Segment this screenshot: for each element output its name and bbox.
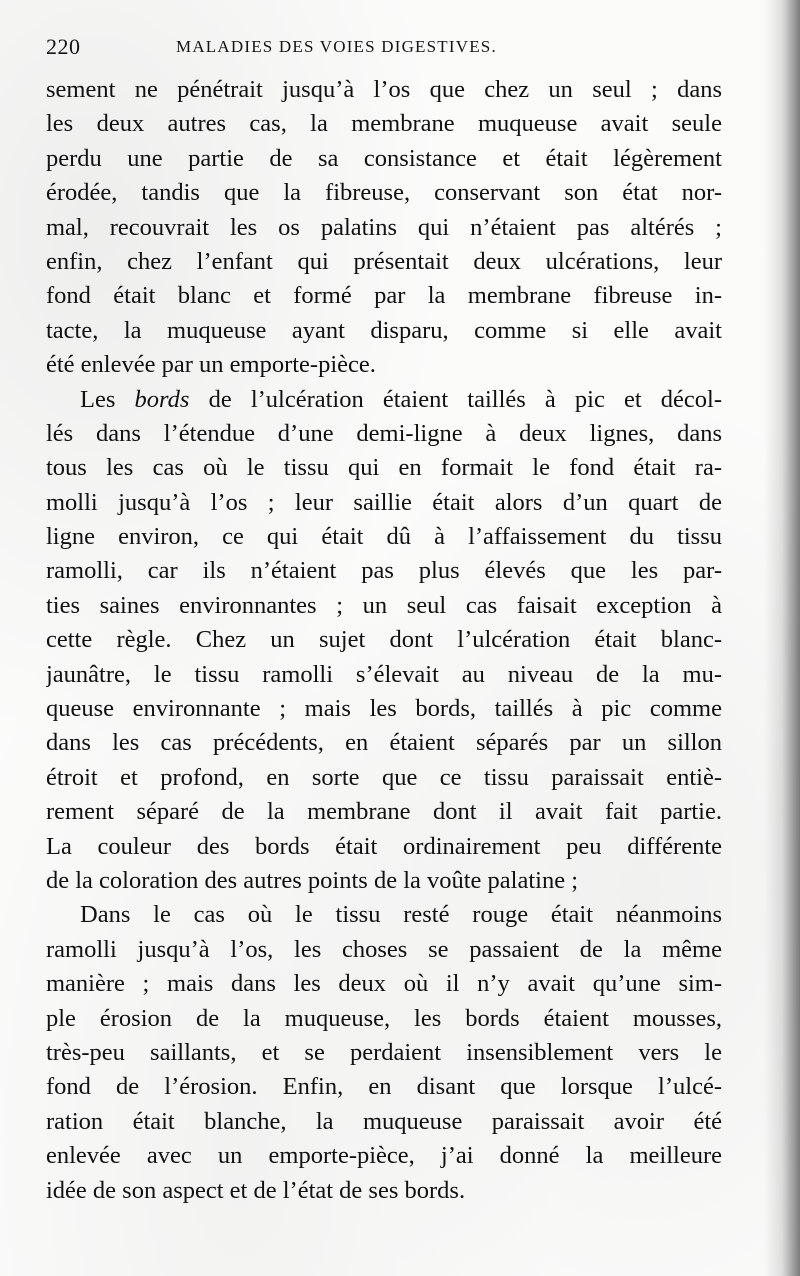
italic-term: bords	[134, 385, 190, 413]
paragraph-1	[46, 73, 722, 383]
page-number: 220	[46, 34, 81, 59]
text-line: lés dans l’étendue d’une demi-ligne à deux lignes, dans	[46, 419, 722, 447]
text-line: Dans le cas où le tissu resté rouge était néanmoins	[80, 901, 722, 929]
text-line: rement séparé de la membrane dont il avait fait partie.	[46, 798, 722, 826]
text-line: ple érosion de la muqueuse, les bords étaient mousses,	[46, 1004, 722, 1032]
text-line: très-peu saillants, et se perdaient insensiblement vers le	[46, 1038, 722, 1066]
text-line: ration était blanche, la muqueuse paraissait avoir été	[46, 1107, 722, 1135]
text-line: enfin, chez l’enfant qui présentait deux ulcérations, leur	[46, 247, 722, 275]
text-line: les deux autres cas, la membrane muqueuse avait seule	[46, 110, 722, 138]
text-run: de l’ulcération étaient taillés à pic et décol-	[189, 385, 722, 413]
text-line: idée de son aspect et de l’état de ses bords.	[46, 1176, 466, 1204]
text-line: manière ; mais dans les deux où il n’y avait qu’une sim-	[46, 970, 722, 998]
page-gutter-shadow	[764, 0, 800, 1276]
paragraph-2	[46, 383, 722, 899]
text-line: ties saines environnantes ; un seul cas faisait exception à	[46, 591, 722, 619]
text-line: cette règle. Chez un sujet dont l’ulcération était blanc-	[46, 626, 722, 654]
text-line: été enlevée par un emporte-pièce.	[46, 351, 376, 379]
body-text	[46, 73, 722, 1208]
text-line: ramolli, car ils n’étaient pas plus élevés que les par-	[46, 557, 722, 585]
running-head: MALADIES DES VOIES DIGESTIVES.	[176, 37, 497, 56]
text-line: tacte, la muqueuse ayant disparu, comme si elle avait	[46, 316, 722, 344]
text-line	[46, 383, 722, 417]
text-line: étroit et profond, en sorte que ce tissu paraissait entiè-	[46, 763, 722, 791]
text-line: sement ne pénétrait jusqu’à l’os que chez un seul ; dans	[46, 76, 722, 103]
text-line: enlevée avec un emporte-pièce, j’ai donné la meilleure	[46, 1142, 722, 1170]
text-run: Les	[80, 385, 135, 413]
text-line: mal, recouvrait les os palatins qui n’étaient pas altérés ;	[46, 213, 722, 241]
text-line: perdu une partie de sa consistance et était légèrement	[46, 144, 722, 172]
paragraph-3	[46, 898, 722, 1208]
text-line: de la coloration des autres points de la voûte palatine ;	[46, 866, 579, 894]
text-line: ligne environ, ce qui était dû à l’affaissement du tissu	[46, 523, 722, 551]
text-line: fond de l’érosion. Enfin, en disant que lorsque l’ulcé-	[46, 1073, 722, 1101]
text-line: jaunâtre, le tissu ramolli s’élevait au niveau de la mu-	[46, 660, 722, 688]
page-header	[46, 34, 746, 64]
text-line: La couleur des bords était ordinairement peu différente	[46, 832, 722, 860]
text-line: dans les cas précédents, en étaient séparés par un sillon	[46, 729, 722, 757]
text-line: érodée, tandis que la fibreuse, conservant son état nor-	[46, 179, 722, 207]
text-line: ramolli jusqu’à l’os, les choses se passaient de la même	[46, 935, 722, 963]
text-line: tous les cas où le tissu qui en formait le fond était ra-	[46, 454, 722, 482]
text-line: molli jusqu’à l’os ; leur saillie était alors d’un quart de	[46, 488, 722, 516]
text-line: queuse environnante ; mais les bords, taillés à pic comme	[46, 695, 722, 723]
text-line: fond était blanc et formé par la membrane fibreuse in-	[46, 282, 722, 310]
